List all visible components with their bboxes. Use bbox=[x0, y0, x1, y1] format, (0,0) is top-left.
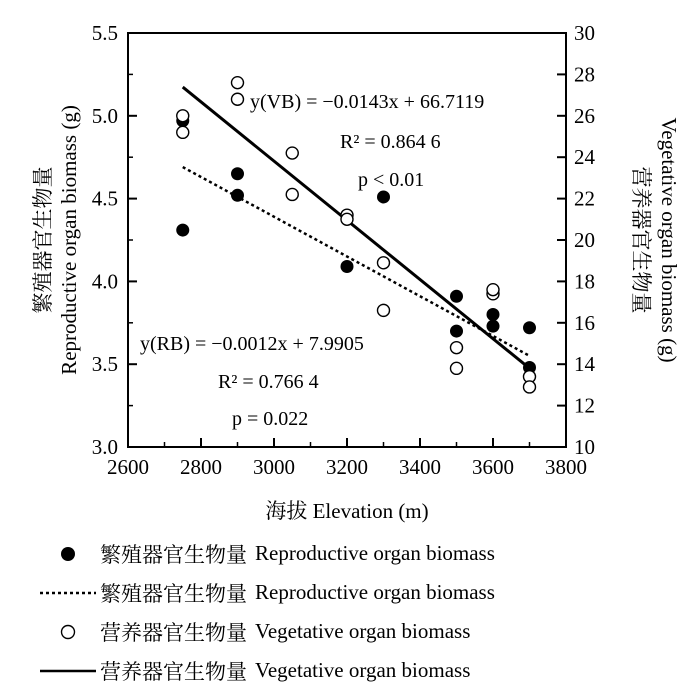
legend-label-cn: 繁殖器官生物量 bbox=[100, 581, 247, 606]
legend-label-cn: 繁殖器官生物量 bbox=[100, 542, 247, 567]
vegetative-data-point bbox=[286, 188, 298, 200]
left-y-tick-label: 4.5 bbox=[91, 186, 118, 211]
vegetative-data-point bbox=[451, 342, 463, 354]
reproductive-data-point bbox=[231, 167, 244, 180]
legend-label-en: Reproductive organ biomass bbox=[255, 580, 495, 604]
solid-line-icon bbox=[38, 661, 98, 681]
left-y-tick-label: 4.0 bbox=[91, 269, 118, 294]
left-y-tick-label: 3.5 bbox=[91, 352, 118, 377]
legend-label-en: Vegetative organ biomass bbox=[255, 658, 471, 682]
right-y-tick-label: 14 bbox=[574, 352, 595, 377]
left-y-tick-label: 5.5 bbox=[91, 21, 118, 45]
left-axis-title-en: Reproductive organ biomass (g) bbox=[57, 105, 81, 375]
legend-item-reproductive-fit bbox=[38, 573, 678, 612]
legend-label-en: Reproductive organ biomass bbox=[255, 541, 495, 565]
vegetative-data-point bbox=[378, 257, 390, 269]
x-tick-label: 3400 bbox=[399, 455, 441, 479]
reproductive-data-point bbox=[231, 189, 244, 202]
vb-equation: y(VB) = −0.0143x + 66.7119 bbox=[250, 91, 485, 113]
reproductive-data-point bbox=[487, 320, 500, 333]
vegetative-data-point bbox=[232, 77, 244, 89]
left-y-tick-label: 5.0 bbox=[91, 103, 118, 128]
x-axis-title: 海拔 Elevation (m) bbox=[265, 499, 429, 523]
right-y-tick-label: 22 bbox=[574, 186, 595, 211]
vegetative-data-point bbox=[177, 126, 189, 138]
right-y-tick-label: 20 bbox=[574, 228, 595, 252]
vegetative-data-point bbox=[378, 304, 390, 316]
vb-p-value: p < 0.01 bbox=[358, 169, 425, 191]
legend-label-cn: 营养器官生物量 bbox=[100, 620, 247, 645]
vegetative-data-point bbox=[341, 213, 353, 225]
vegetative-data-point bbox=[286, 147, 298, 159]
x-tick-label: 2800 bbox=[180, 455, 222, 479]
vegetative-data-point bbox=[177, 110, 189, 122]
x-tick-label: 3000 bbox=[253, 455, 295, 479]
right-y-tick-label: 26 bbox=[574, 103, 595, 128]
vegetative-fit-line bbox=[183, 87, 530, 368]
reproductive-data-point bbox=[450, 325, 463, 338]
legend bbox=[38, 534, 678, 690]
vegetative-data-point bbox=[524, 381, 536, 393]
vegetative-data-point bbox=[232, 93, 244, 105]
legend-item-vegetative-fit bbox=[38, 651, 678, 690]
x-tick-label: 3200 bbox=[326, 455, 368, 479]
filled-circle-icon bbox=[38, 544, 98, 564]
legend-item-reproductive-points bbox=[38, 534, 678, 573]
open-circle-icon bbox=[38, 622, 98, 642]
reproductive-data-point bbox=[523, 321, 536, 334]
right-y-tick-label: 28 bbox=[574, 62, 595, 87]
left-y-tick-label: 3.0 bbox=[91, 435, 118, 459]
x-tick-label: 3800 bbox=[545, 455, 587, 479]
left-axis-title-cn: 繁殖器官生物量 bbox=[31, 166, 55, 314]
right-y-tick-label: 12 bbox=[574, 393, 595, 418]
dotted-line-icon bbox=[38, 583, 98, 603]
tick-layer bbox=[92, 21, 596, 479]
right-y-tick-label: 18 bbox=[574, 269, 595, 294]
right-y-tick-label: 30 bbox=[574, 21, 595, 45]
right-y-tick-label: 16 bbox=[574, 310, 595, 335]
reproductive-data-point bbox=[450, 290, 463, 303]
fit-line-layer bbox=[183, 87, 530, 368]
vegetative-data-point bbox=[451, 362, 463, 374]
reproductive-data-point bbox=[377, 190, 390, 203]
right-axis-title-en: Vegetative organ biomass (g) bbox=[657, 117, 681, 363]
legend-item-vegetative-points bbox=[38, 612, 678, 651]
rb-r-squared: R² = 0.766 4 bbox=[218, 371, 319, 393]
vegetative-data-point bbox=[487, 284, 499, 296]
reproductive-data-point bbox=[176, 224, 189, 237]
reproductive-data-point bbox=[341, 260, 354, 273]
vb-r-squared: R² = 0.864 6 bbox=[340, 131, 441, 153]
x-tick-label: 3600 bbox=[472, 455, 514, 479]
reproductive-data-point bbox=[487, 308, 500, 321]
rb-p-value: p = 0.022 bbox=[232, 408, 309, 430]
legend-label-en: Vegetative organ biomass bbox=[255, 619, 471, 643]
right-y-tick-label: 24 bbox=[574, 145, 595, 170]
rb-equation: y(RB) = −0.0012x + 7.9905 bbox=[140, 333, 364, 355]
legend-label-cn: 营养器官生物量 bbox=[100, 659, 247, 684]
right-axis-title-cn: 营养器官生物量 bbox=[629, 166, 653, 314]
x-tick-label: 2600 bbox=[107, 455, 149, 479]
right-y-tick-label: 10 bbox=[574, 435, 595, 459]
